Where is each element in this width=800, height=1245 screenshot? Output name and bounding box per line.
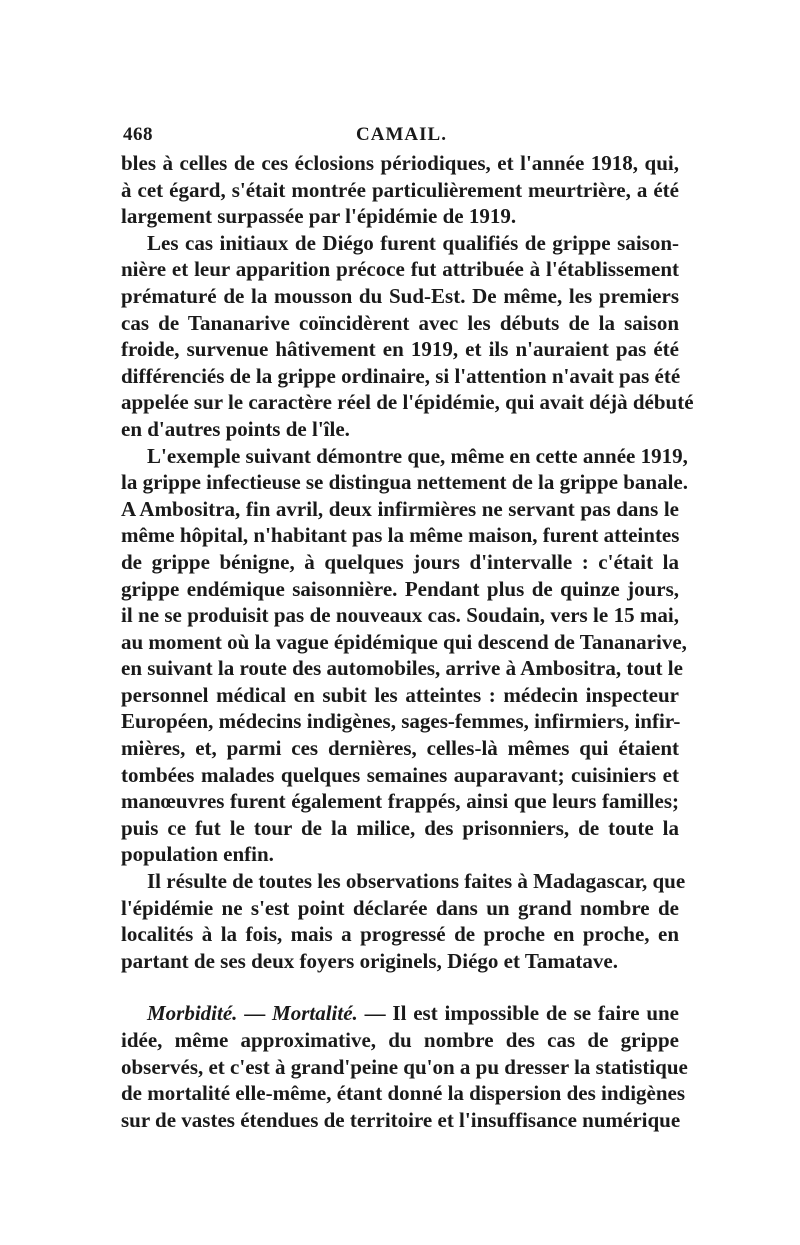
paragraph bbox=[121, 868, 686, 974]
text-line: population enfin. bbox=[121, 842, 274, 867]
text-line: en d'autres points de l'île. bbox=[121, 416, 350, 441]
text-line: nière et leur apparition précoce fut attribuée à l'établissement bbox=[121, 257, 679, 282]
text-line: cas de Tananarive coïncidèrent avec les débuts de la saison bbox=[121, 310, 679, 335]
text-line: A Ambositra, fin avril, deux infirmières ne servant pas dans le bbox=[121, 496, 679, 521]
text-line: manœuvres furent également frappés, ainsi que leurs familles; bbox=[121, 789, 679, 814]
em-dash: — bbox=[237, 1001, 273, 1026]
text-line: observés, et c'est à grand'peine qu'on a pu dresser la statistique bbox=[121, 1054, 688, 1079]
text-line: il ne se produisit pas de nouveaux cas. Soudain, vers le 15 mai, bbox=[121, 603, 679, 628]
text-line-rest: Il est impossible de se faire une bbox=[392, 1001, 680, 1026]
section-heading-mortalite: Mortalité. bbox=[272, 1001, 358, 1026]
text-line: de mortalité elle-même, étant donné la dispersion des indigènes bbox=[121, 1081, 686, 1106]
text-line: Européen, médecins indigènes, sages-femmes, infirmiers, infir- bbox=[121, 709, 681, 734]
section-heading-morbidite: Morbidité. bbox=[147, 1001, 238, 1026]
text-line: l'épidémie ne s'est point déclarée dans un grand nombre de bbox=[121, 895, 679, 920]
text-line: Les cas initiaux de Diégo furent qualifiés de grippe saison- bbox=[147, 230, 679, 255]
page-header bbox=[123, 124, 680, 150]
text-line: en suivant la route des automobiles, arrive à Ambositra, tout le bbox=[121, 656, 683, 681]
text-line: puis ce fut le tour de la milice, des prisonniers, de toute la bbox=[121, 815, 679, 840]
text-line: L'exemple suivant démontre que, même en cette année 1919, bbox=[147, 443, 688, 468]
running-head: CAMAIL. bbox=[356, 124, 447, 145]
text-line: à cet égard, s'était montrée particulièrement meurtrière, a été bbox=[121, 177, 679, 202]
text-line: bles à celles de ces éclosions périodiques, et l'année 1918, qui, bbox=[121, 151, 679, 175]
text-line: tombées malades quelques semaines auparavant; cuisiniers et bbox=[121, 762, 679, 787]
paragraph bbox=[121, 443, 688, 869]
text-line: au moment où la vague épidémique qui descend de Tananarive, bbox=[121, 629, 687, 654]
text-line: différenciés de la grippe ordinaire, si l'attention n'avait pas été bbox=[121, 363, 681, 388]
text-line: largement surpassée par l'épidémie de 1919. bbox=[121, 204, 517, 229]
text-line: localités à la fois, mais a progressé de proche en proche, en bbox=[121, 922, 679, 947]
text-line: idée, même approximative, du nombre des cas de grippe bbox=[121, 1028, 679, 1052]
section-heading-line bbox=[121, 1000, 679, 1027]
section-spacer bbox=[121, 974, 679, 1000]
text-line: personnel médical en subit les atteintes : médecin inspecteur bbox=[121, 682, 679, 707]
text-line: de grippe bénigne, à quelques jours d'intervalle : c'était la bbox=[121, 549, 679, 574]
text-line: grippe endémique saisonnière. Pendant plus de quinze jours, bbox=[121, 576, 679, 601]
text-line: appelée sur le caractère réel de l'épidémie, qui avait déjà débuté bbox=[121, 390, 694, 415]
paragraph bbox=[121, 230, 694, 443]
em-dash: — bbox=[357, 1001, 393, 1026]
text-line: Il résulte de toutes les observations faites à Madagascar, que bbox=[147, 869, 686, 894]
text-line: même hôpital, n'habitant pas la même maison, furent atteintes bbox=[121, 523, 680, 548]
page-number: 468 bbox=[123, 124, 153, 145]
text-line: mières, et, parmi ces dernières, celles-là mêmes qui étaient bbox=[121, 736, 679, 761]
section-paragraph bbox=[121, 1000, 688, 1133]
text-line: partant de ses deux foyers originels, Diégo et Tamatave. bbox=[121, 948, 618, 973]
body-text bbox=[121, 150, 694, 1133]
text-line: sur de vastes étendues de territoire et l'insuffisance numérique bbox=[121, 1107, 681, 1132]
text-line: froide, survenue hâtivement en 1919, et ils n'auraient pas été bbox=[121, 337, 679, 362]
text-line: prématuré de la mousson du Sud-Est. De même, les premiers bbox=[121, 283, 679, 308]
paragraph bbox=[121, 150, 679, 230]
text-line: la grippe infectieuse se distingua nettement de la grippe banale. bbox=[121, 470, 688, 495]
